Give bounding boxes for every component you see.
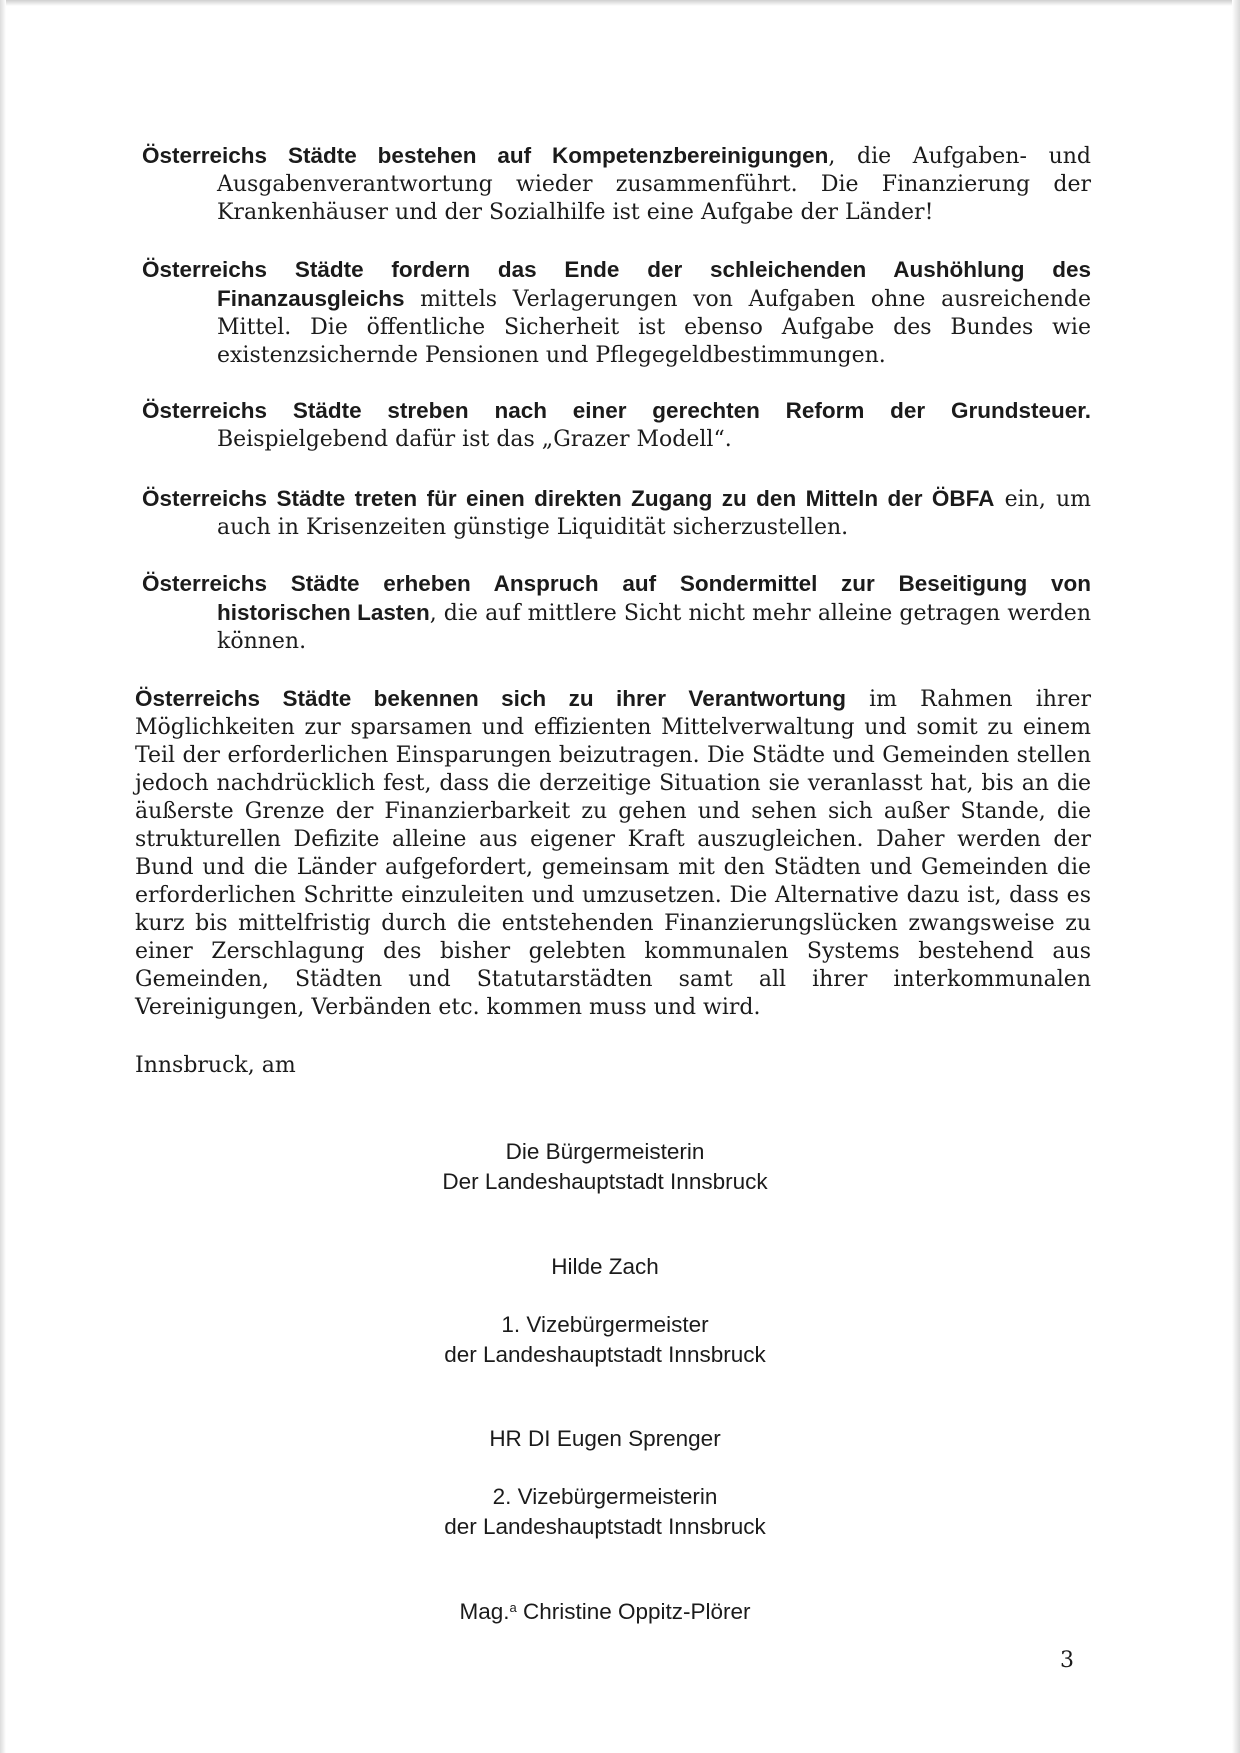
signatory-title-line: 1. Vizebürgermeister <box>501 1312 709 1337</box>
paragraph-body: mittels Verlagerungen von Aufgaben ohne ausreichende Mittel. Die öffentliche Sicherheit ist ebenso Aufgabe des Bundes wie existenzsichernde Pensionen und Pflegegeldbestimmungen. <box>217 287 1091 368</box>
paragraph-lead: Österreichs Städte erheben Anspruch auf Sondermittel zur Beseitigung von historischen Lasten <box>142 571 1091 625</box>
paragraph-lead: Österreichs Städte treten für einen direkten Zugang zu den Mitteln der ÖBFA <box>142 486 995 511</box>
signatory-title-line: Die Bürgermeisterin <box>505 1139 705 1164</box>
signatory-title-line: 2. Vizebürgermeisterin <box>492 1484 718 1509</box>
name-prefix-superscript: a <box>509 1600 517 1615</box>
signatory-title-first-deputy <box>300 1310 910 1370</box>
page-number: 3 <box>1060 1648 1074 1673</box>
signatory-title-line: Der Landeshauptstadt Innsbruck <box>442 1169 768 1194</box>
paragraph-lead: Österreichs Städte bekennen sich zu ihrer Verantwortung <box>135 686 846 711</box>
signatory-title-line: der Landeshauptstadt Innsbruck <box>444 1342 766 1367</box>
name-prefix: Mag. <box>459 1599 510 1624</box>
paragraph-lead: Österreichs Städte fordern das Ende der schleichenden Aushöhlung des Finanzausgleichs <box>142 257 1091 311</box>
scan-edge-top <box>0 0 1240 6</box>
place-date-line: Innsbruck, am <box>135 1053 296 1078</box>
paragraph-finanzausgleich <box>142 256 1091 370</box>
paragraph-kompetenzbereinigungen <box>142 142 1091 227</box>
paragraph-body: im Rahmen ihrer Möglichkeiten zur sparsamen und effizienten Mittelverwaltung und somit zu einem Teil der erforderlichen Einsparungen beizutragen. Die Städte und Gemeinden stellen jedoch nachdrücklich fest, dass die derzeitige Situation sie veranlasst hat, bis an die äußerste Grenze der Finanzierbarkeit zu gehen und sehen sich außer Stande, die strukturellen Defizite alleine aus eigener Kraft auszugleichen. Daher werden der Bund und die Länder aufgefordert, gemeinsam mit den Städten und Gemeinden die erforderlichen Schritte einzuleiten und umzusetzen. Die Alternative dazu ist, dass es kurz bis mittelfristig durch die entstehenden Finanzierungslücken zwangsweise zu einer Zerschlagung des bisher gelebten kommunalen Systems bestehend aus Gemeinden, Städten und Statutarstädten samt all ihrer interkommunalen Vereinigungen, Verbänden etc. kommen muss und wird. <box>135 687 1091 1020</box>
signatory-title-second-deputy <box>300 1482 910 1542</box>
signatory-name-first-deputy: HR DI Eugen Sprenger <box>489 1426 721 1451</box>
paragraph-lead: Österreichs Städte bestehen auf Kompetenzbereinigungen <box>142 143 829 168</box>
paragraph-grundsteuer <box>142 397 1091 454</box>
scan-edge-right <box>1232 0 1240 1753</box>
paragraph-verantwortung <box>135 685 1091 1022</box>
signatory-name-second-deputy <box>300 1597 910 1627</box>
scan-edge-left <box>0 0 6 1753</box>
paragraph-body: , die auf mittlere Sicht nicht mehr alleine getragen werden können. <box>217 601 1091 654</box>
paragraph-body: Beispielgebend dafür ist das „Grazer Modell“. <box>217 427 732 452</box>
paragraph-body: , die Aufgaben- und Ausgabenverantwortung wieder zusammenführt. Die Finanzierung der Krankenhäuser und der Sozialhilfe ist eine Aufgabe der Länder! <box>217 144 1091 225</box>
paragraph-lead: Österreichs Städte streben nach einer gerechten Reform der Grundsteuer. <box>142 398 1091 423</box>
paragraph-body: ein, um auch in Krisenzeiten günstige Liquidität sicherzustellen. <box>217 487 1092 540</box>
name-text: Christine Oppitz-Plörer <box>516 1599 751 1624</box>
paragraph-oebfa <box>142 485 1091 542</box>
signatory-name-mayor: Hilde Zach <box>551 1254 659 1279</box>
signatory-title-line: der Landeshauptstadt Innsbruck <box>444 1514 766 1539</box>
paragraph-sondermittel <box>142 570 1091 656</box>
signatory-title-mayor <box>300 1137 910 1197</box>
